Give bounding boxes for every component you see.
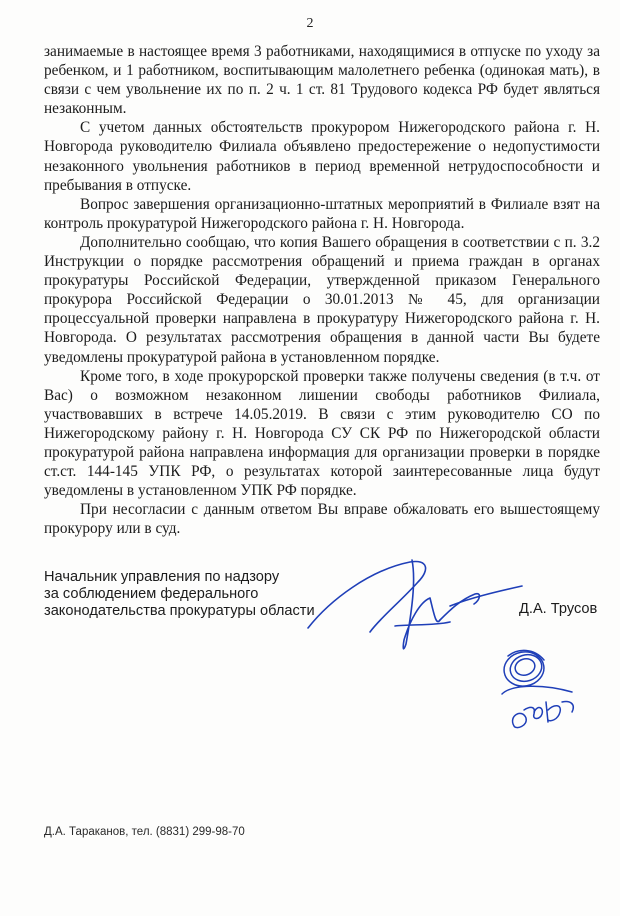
page-number: 2 (306, 16, 314, 31)
paragraph-6: При несогласии с данным ответом Вы вправе обжаловать его вышестоящему прокурору или в суд. (44, 501, 600, 538)
signer-name: Д.А. Трусов (519, 601, 598, 617)
signatory-position-line-3: законодательства прокуратуры области (44, 602, 315, 619)
paragraph-1: занимаемые в настоящее время 3 работниками, находящимися в отпуске по уходу за ребенком, и 1 работником, воспитывающим малолетнего ребенка (одинокая мать), в связи с чем увольнение их по п. 2 ч. 1 ст. 81 Трудового кодекса РФ будет являться незаконным. (44, 43, 600, 118)
signatory-position-line-1: Начальник управления по надзору (44, 569, 280, 585)
executor-contact: Д.А. Тараканов, тел. (8831) 299-98-70 (44, 826, 245, 838)
paragraph-4: Дополнительно сообщаю, что копия Вашего обращения в соответствии с п. 3.2 Инструкции о порядке рассмотрения обращений и приема граждан в органах прокуратуры Российской Федерации, утвержденной приказом Генерального прокурора Российской Федерации о 30.01.2013 № 45, для организации процессуальной проверки направлена в прокуратуру Нижегородского района г. Н. Новгорода. О результатах рассмотрения обращения в данной части Вы будете уведомлены прокуратурой района в установленном порядке. (44, 233, 600, 366)
signatory-position-line-2: за соблюдением федерального (44, 585, 259, 602)
paragraph-5: Кроме того, в ходе прокурорской проверки также получены сведения (в т.ч. от Вас) о возможном незаконном лишении свободы работников Филиала, участвовавших в встрече 14.05.2019. В связи с этим руководителю СО по Нижегородскому району г. Н. Новгорода СУ СК РФ по Нижегородской области прокуратурой района направлена информация для организации проверки в порядке ст.ст. 144-145 УПК РФ, о результатах которой заинтересованные лица будут уведомлены в установленном УПК РФ порядке. (44, 367, 600, 500)
handwritten-date-note (488, 640, 588, 736)
signatory-position (44, 569, 344, 619)
paragraph-3: Вопрос завершения организационно-штатных мероприятий в Филиале взят на контроль прокуратурой Нижегородского района г. Н. Новгорода. (44, 195, 600, 232)
paragraph-2: С учетом данных обстоятельств прокурором Нижегородского района г. Н. Новгорода руководителю Филиала объявлено предостережение о недопустимости незаконного увольнения работников в период временной нетрудоспособности и пребывания в отпуске. (44, 119, 600, 194)
letter-body (44, 42, 600, 538)
